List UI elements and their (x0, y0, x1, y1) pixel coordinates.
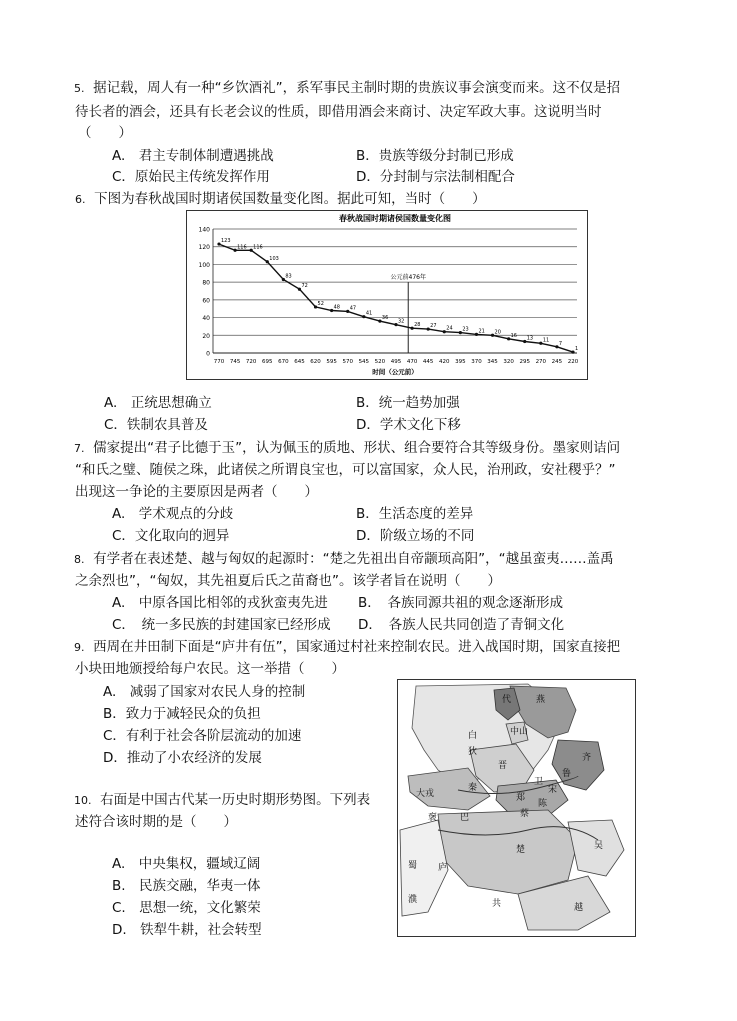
q9-option-a[interactable]: A. 减弱了国家对农民人身的控制 (103, 684, 306, 700)
chart-xtick-label: 270 (535, 359, 547, 365)
q5-option-a[interactable]: A. 君主专制体制遭遇挑战 (112, 148, 274, 164)
chart-ytick-label: 80 (202, 279, 210, 287)
chart-point-label: 20 (494, 329, 501, 336)
chart-xtick-label: 745 (229, 359, 241, 365)
q10-option-b[interactable]: B. 民族交融，华夷一体 (112, 878, 261, 894)
q8-stem-2: 之余烈也”，“匈奴，其先祖夏后氏之苗裔也”。该学者旨在说明（ ） (75, 573, 501, 589)
chart-xtick-label: 370 (471, 359, 482, 365)
chart-point-label: 27 (430, 323, 437, 330)
chart-xtick-label: 770 (213, 359, 225, 365)
q8-number: 8. (74, 553, 85, 566)
map-label: 宋 (548, 785, 558, 795)
q8-line1 (74, 547, 614, 567)
q10-option-a[interactable]: A. 中央集权，疆域辽阔 (112, 856, 261, 872)
map-label: 秦 (468, 783, 478, 793)
chart-point-label: 11 (542, 337, 550, 344)
chart-xtick-label: 220 (567, 359, 579, 365)
chart-title: 春秋战国时期诸侯国数量变化图 (339, 214, 451, 223)
q6-option-d[interactable]: D．学术文化下移 (356, 417, 461, 433)
chart-xtick-label: 695 (262, 359, 273, 365)
chart-xtick-label: 545 (358, 359, 370, 365)
map-label: 狄 (468, 747, 478, 757)
chart-point-label: 24 (446, 325, 453, 332)
chart-xtick-label: 470 (406, 359, 418, 365)
q7-number: 7. (74, 442, 85, 455)
q6-option-b[interactable]: B．统一趋势加强 (356, 395, 460, 411)
map-label: 鲁 (562, 769, 572, 779)
chart-point-label: 28 (414, 322, 421, 329)
map-label: 吴 (594, 841, 604, 851)
q5-option-c[interactable]: C．原始民主传统发挥作用 (112, 169, 270, 185)
map-label: 巴 (460, 813, 470, 823)
q8-stem-1: 有学者在表述楚、越与匈奴的起源时：“楚之先祖出自帝颛顼高阳”，“越虽蛮夷……盖禹 (93, 551, 614, 567)
q7-option-a[interactable]: A. 学术观点的分歧 (112, 506, 234, 522)
map-label: 濮 (408, 895, 418, 905)
map-label: 褒 (428, 813, 438, 823)
chart-ytick-label: 100 (198, 261, 210, 269)
q9-option-c[interactable]: C．有利于社会各阶层流动的加速 (103, 728, 302, 744)
q9-option-b[interactable]: B．致力于减轻民众的负担 (103, 706, 261, 722)
chart-xtick-label: 495 (390, 359, 402, 365)
q9-line1 (74, 635, 620, 655)
q7-stem-3: 出现这一争论的主要原因是两者（ ） (75, 484, 318, 500)
map-chu-region (438, 810, 578, 894)
chart-point-label: 123 (221, 238, 231, 245)
q8-option-c[interactable]: C． 统一多民族的封建国家已经形成 (112, 617, 331, 633)
map-label: 代 (502, 695, 512, 705)
map-label: 庐 (438, 863, 448, 873)
q7-stem-2: “和氏之璧、随侯之珠，此诸侯之所谓良宝也，可以富国家，众人民，治刑政，安社稷乎？” (75, 462, 616, 478)
q7-option-d[interactable]: D．阶级立场的不同 (356, 528, 475, 544)
chart-container (186, 210, 588, 380)
chart-point-label: 116 (237, 244, 247, 251)
map-label: 蔡 (520, 809, 530, 819)
q10-option-d[interactable]: D. 铁犁牛耕，社会转型 (112, 922, 262, 938)
q9-option-d[interactable]: D．推动了小农经济的发展 (103, 750, 262, 766)
map-svg (398, 680, 635, 936)
map-label: 大戎 (416, 789, 435, 799)
q6-line1 (75, 187, 486, 207)
q8-option-b[interactable]: B． 各族同源共祖的观念逐渐形成 (358, 595, 564, 611)
chart-point-label: 72 (301, 283, 308, 290)
chart-point-label: 21 (478, 328, 485, 335)
q5-paren: （ ） (78, 125, 132, 141)
chart-point-label: 36 (381, 315, 389, 322)
chart-point-label: 13 (526, 335, 534, 342)
chart-xtick-label: 345 (487, 359, 498, 365)
q9-number: 9. (74, 641, 85, 654)
chart-point-label: 16 (510, 332, 518, 339)
population-chart (187, 211, 587, 379)
map-label: 越 (574, 903, 584, 913)
q10-number: 10. (74, 794, 92, 807)
q7-stem-1: 儒家提出“君子比德于玉”，认为佩玉的质地、形状、组合要符合其等级身份。墨家则诘问 (93, 440, 621, 456)
q6-option-a[interactable]: A. 正统思想确立 (104, 395, 212, 411)
q8-option-d[interactable]: D． 各族人民共同创造了青铜文化 (358, 617, 565, 633)
q7-line1 (74, 436, 620, 456)
chart-point-label: 41 (365, 310, 373, 317)
chart-ytick-label: 40 (202, 315, 210, 323)
chart-point-label: 32 (398, 318, 405, 325)
map-label: 蜀 (408, 861, 418, 871)
map-label: 陈 (538, 799, 548, 809)
q6-number: 6. (75, 193, 86, 206)
q5-stem-2: 待长者的酒会，还具有长老会议的性质，即借用酒会来商讨、决定军政大事。这说明当时 (75, 104, 602, 120)
map-label: 楚 (516, 845, 526, 855)
map-label: 共 (492, 899, 502, 909)
map-label: 齐 (582, 753, 592, 763)
historical-map (397, 679, 636, 937)
chart-point-label: 52 (317, 300, 324, 307)
q8-option-a[interactable]: A. 中原各国比相邻的戎狄蛮夷先进 (112, 595, 328, 611)
q5-option-d[interactable]: D．分封制与宗法制相配合 (356, 169, 515, 185)
chart-ytick-label: 140 (198, 226, 210, 234)
chart-xtick-label: 645 (294, 359, 305, 365)
chart-xtick-label: 245 (551, 359, 563, 365)
map-label: 中山 (510, 727, 529, 737)
chart-ytick-label: 60 (202, 297, 210, 305)
chart-xtick-label: 595 (326, 359, 337, 365)
map-label: 燕 (536, 695, 546, 705)
chart-annotation: 公元前476年 (390, 274, 426, 282)
chart-point-label: 83 (285, 273, 292, 280)
chart-xtick-label: 520 (374, 359, 386, 365)
chart-ytick-label: 120 (198, 244, 210, 252)
q7-option-b[interactable]: B．生活态度的差异 (356, 506, 474, 522)
chart-xtick-label: 445 (422, 359, 434, 365)
q10-stem-1: 右面是中国古代某一历史时期形势图。下列表 (100, 792, 371, 808)
map-label: 白 (468, 731, 478, 741)
chart-point-label: 23 (462, 326, 469, 333)
q9-stem-1: 西周在井田制下面是“庐井有伍”，国家通过村社来控制农民。进入战国时期，国家直接把 (93, 639, 621, 655)
map-label: 晋 (498, 761, 508, 771)
chart-xtick-label: 320 (503, 359, 514, 365)
chart-ytick-label: 20 (202, 332, 210, 340)
chart-xlabel: 时间（公元前） (372, 368, 418, 376)
chart-point-label: 1 (575, 346, 579, 353)
q5-number: 5. (74, 82, 85, 95)
chart-xtick-label: 670 (278, 359, 289, 365)
chart-point-label: 7 (558, 340, 563, 347)
chart-ytick-label: 0 (206, 350, 210, 358)
chart-xtick-label: 720 (245, 359, 257, 365)
chart-xtick-label: 295 (519, 359, 530, 365)
chart-point-label: 116 (253, 244, 263, 251)
chart-xtick-label: 620 (310, 359, 321, 365)
chart-xtick-label: 570 (342, 359, 353, 365)
chart-xtick-label: 420 (439, 359, 450, 365)
chart-point-label: 48 (333, 304, 341, 311)
chart-point-label: 47 (349, 305, 357, 312)
q10-option-c[interactable]: C. 思想一统，文化繁荣 (112, 900, 261, 916)
q10-line1 (74, 788, 370, 808)
chart-point-label: 103 (269, 255, 279, 262)
map-label: 郑 (516, 793, 526, 803)
q9-stem-2: 小块田地颁授给每户农民。这一举措（ ） (75, 661, 345, 677)
q5-stem-1: 据记载，周人有一种“乡饮酒礼”，系军事民主制时期的贵族议事会演变而来。这不仅是招 (93, 80, 621, 96)
q5-line1 (74, 76, 620, 96)
q5-option-b[interactable]: B．贵族等级分封制已形成 (356, 148, 514, 164)
chart-xtick-label: 395 (455, 359, 466, 365)
map-label: 卫 (534, 777, 544, 787)
q6-option-c[interactable]: C．铁制农具普及 (104, 417, 208, 433)
q10-stem-2: 述符合该时期的是（ ） (75, 814, 237, 830)
q6-stem: 下图为春秋战国时期诸侯国数量变化图。据此可知，当时（ ） (94, 191, 486, 207)
q7-option-c[interactable]: C．文化取向的迥异 (112, 528, 230, 544)
